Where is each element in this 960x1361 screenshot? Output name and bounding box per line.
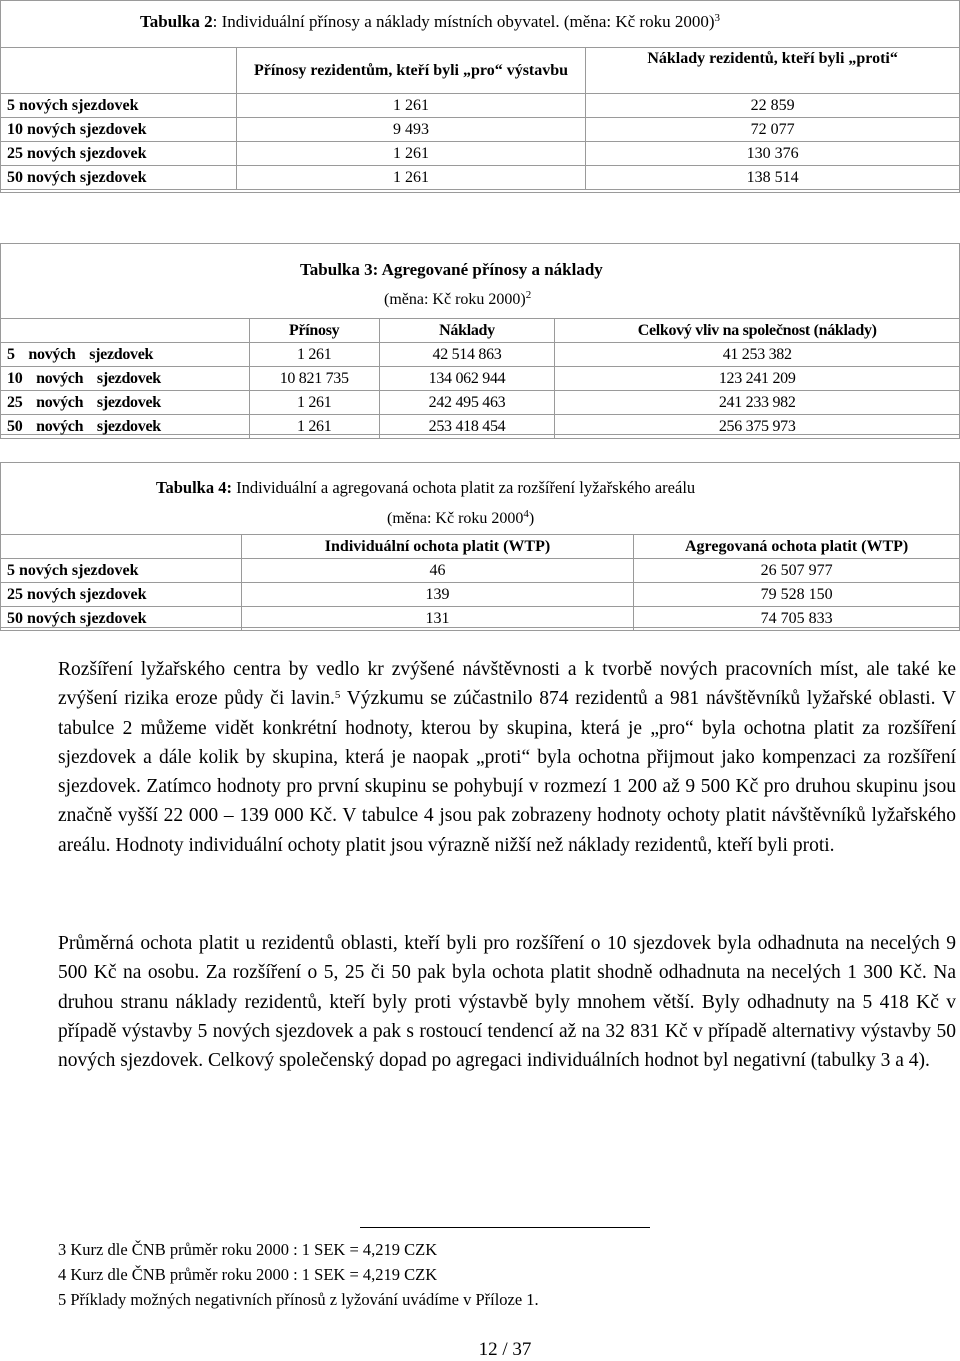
footnote-3: 3 Kurz dle ČNB průměr roku 2000 : 1 SEK = 4,219 CZK — [58, 1240, 438, 1259]
table4-header-row: Individuální ochota platit (WTP) Agregovaná ochota platit (WTP) — [1, 535, 960, 559]
table-row: 50 nových sjezdovek 1 261 138 514 — [1, 166, 960, 190]
table-row: 5 nových sjezdovek 1 261 22 859 — [1, 94, 960, 118]
table3-header-row: Přínosy Náklady Celkový vliv na společnost (náklady) — [1, 319, 960, 343]
table4-corner-cell — [1, 535, 242, 559]
body-paragraph-1: Rozšíření lyžařského centra by vedlo kr zvýšené návštěvnosti a k tvorbě nových pracovních míst, ale také ke zvýšení rizika eroze půdy či lavin.$^5$ Výzkumu se zúčastnilo 874 rezidentů a 981 návštěvníků lyžařské oblasti. V tabulce 2 můžeme vidět konkrétní hodnoty, kterou by skupina, která je „pro“ byla ochotna platit za rozšíření sjezdovek a dále kolik by skupina, která je naopak „proti“ byla ochotna přijmout jako kompenzaci za rozšíření sjezdovek. Zatímco hodnoty pro první skupinu se pohybují v rozmezí 1 200 až 9 500 Kč pro druhou skupinu jsou značně vyšší 22 000 – 139 000 Kč. V tabulce 4 jsou pak zobrazeny hodnoty ochoty platit návštěvníků lyžařského areálu. Hodnoty individuální ochoty platit jsou výrazně nižší než náklady rezidentů, kteří byli proti. — [58, 659, 956, 856]
table-row: 5 nových sjezdovek 1 261 42 514 863 41 253 382 — [1, 343, 960, 367]
table2-caption: Tabulka 2: Individuální přínosy a náklady místních obyvatel. (měna: Kč roku 2000)$^3$ — [140, 12, 720, 31]
table-row: 25 nových sjezdovek 139 79 528 150 — [1, 583, 960, 607]
footnote-4: 4 Kurz dle ČNB průměr roku 2000 : 1 SEK = 4,219 CZK — [58, 1265, 438, 1284]
table2-corner-cell — [1, 48, 237, 94]
table-row: 10 nových sjezdovek 10 821 735 134 062 944 123 241 209 — [1, 367, 960, 391]
table2-header-row — [1, 48, 960, 94]
table-row: 50 nových sjezdovek 1 261 253 418 454 256 375 973 — [1, 415, 960, 439]
table2-col2-header: Náklady rezidentů, kteří byli „proti“ — [586, 48, 960, 94]
body-paragraph-2: Průměrná ochota platit u rezidentů oblasti, kteří byli pro rozšíření o 10 sjezdovek byla odhadnuta na necelých 9 500 Kč na osobu. Za rozšíření o 5, 25 či 50 pak byla ochota platit shodně odhadnuta na necelých 1 300 Kč. Na druhou stranu náklady rezidentů, kteří byly proti výstavbě byly mnohem větší. Byly odhadnuty na 5 418 Kč v případě výstavby 5 nových sjezdovek a pak s rostoucí tendencí až na 32 831 Kč v případě alternativy výstavby 50 nových sjezdovek. Celkový společenský dopad po agregaci individuálních hodnot byl negativní (tabulky 3 a 4). — [58, 933, 956, 1072]
page-number: 12 / 37 — [478, 1339, 532, 1360]
table4 — [0, 534, 960, 631]
table4-currency: (měna: Kč roku 2000$^4$) — [387, 508, 535, 527]
table-row: 10 nových sjezdovek 9 493 72 077 — [1, 118, 960, 142]
table3-caption: Tabulka 3: Agregované přínosy a náklady — [300, 260, 603, 279]
footnote-5: 5 Příklady možných negativních přínosů z lyžování uvádíme v Příloze 1. — [58, 1290, 539, 1309]
table-row: 25 nových sjezdovek 1 261 242 495 463 241 233 982 — [1, 391, 960, 415]
table3-corner-cell — [1, 319, 250, 343]
footnote-separator — [360, 1227, 650, 1228]
table3-currency: (měna: Kč roku 2000)$^2$ — [384, 289, 532, 308]
table2 — [0, 47, 960, 190]
table4-caption: Tabulka 4: Individuální a agregovaná ochota platit za rozšíření lyžařského areálu — [156, 478, 696, 497]
table-row: 25 nových sjezdovek 1 261 130 376 — [1, 142, 960, 166]
table-row: 50 nových sjezdovek 131 74 705 833 — [1, 607, 960, 631]
table-row: 5 nových sjezdovek 46 26 507 977 — [1, 559, 960, 583]
table3 — [0, 318, 960, 439]
table2-col1-header: Přínosy rezidentům, kteří byli „pro“ výstavbu — [236, 48, 585, 94]
